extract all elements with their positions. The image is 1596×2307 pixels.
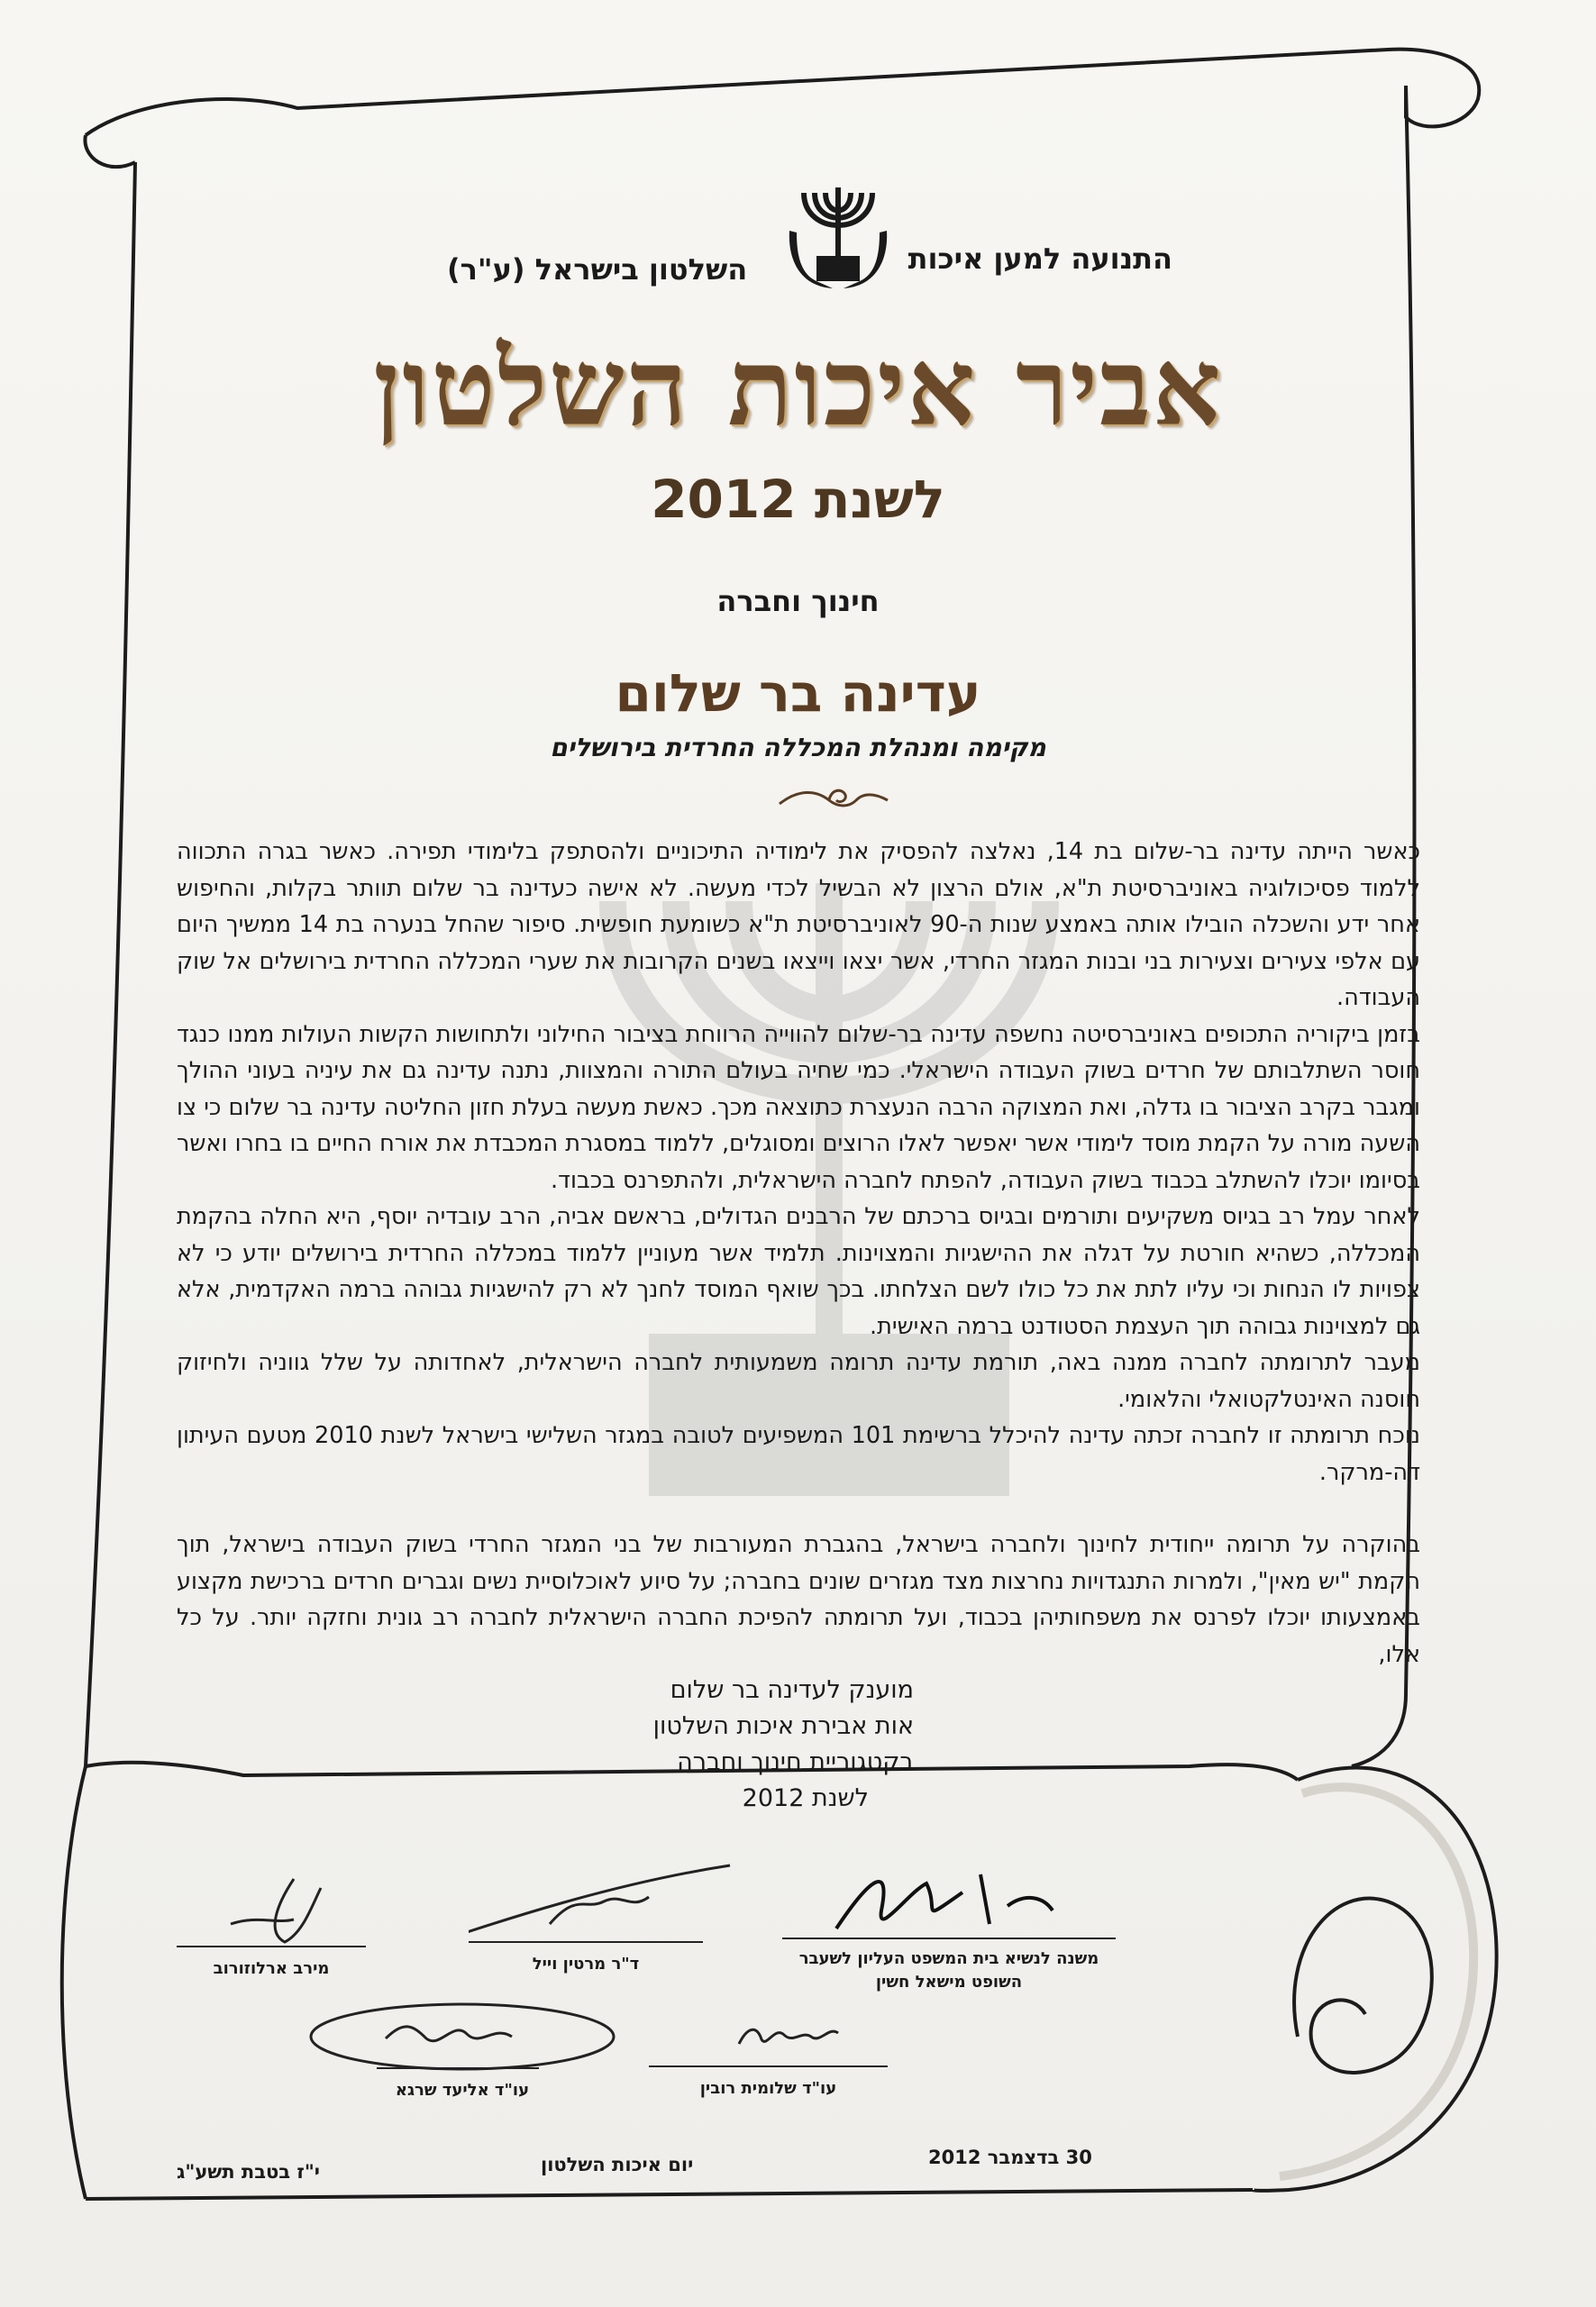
award-line: לשנת 2012	[742, 1784, 869, 1812]
handwritten-signature-4	[649, 1999, 888, 2071]
recipient-role: מקימה ומנהלת המכללה החרדית בירושלים	[550, 733, 1046, 762]
signature-block-1: משנה לנשיא בית המשפט העליון לשעבר השופט מישאל חשין	[782, 1856, 1116, 1992]
award-category: חינוך וחברה	[716, 584, 880, 618]
handwritten-signature-5	[305, 1993, 620, 2074]
footer-gregorian-date: 30 בדצמבר 2012	[928, 2147, 1092, 2168]
signature-block-2: ד"ר מרטין וייל	[469, 1856, 703, 1974]
signature-block-3: מירב ארלוזורוב	[177, 1870, 366, 1978]
citation-paragraph: לאחר עמל רב בגיוס משקיעים ותורמים ובגיוס ברכתם של הרבנים הגדולים, בראשם אביה, הרב עובדיה יוסף, היא החלה בהקמת המכללה, כשהיא חורטת על דגלה את ההישגיות והמצוינות. תלמיד אשר מעוניין ללמוד במכללה החרדית בירושלים יודע כי לא צפויות לו הנחות וכי עליו לתת את כל כולו לשם הצלחתו. בכך שואף המוסד לחנך לא רק להישגיות גבוהה ברמה האקדמית, אלא גם למצוינות גבוהה תוך העצמת הסטודנט ברמה האישית.	[177, 1203, 1420, 1340]
signature-block-5: עו"ד אליעד שרגא	[305, 1993, 620, 2100]
handwritten-signature-1	[782, 1856, 1116, 1956]
recipient-name: עדינה בר שלום	[615, 662, 981, 724]
footer-hebrew-date: י"ז בטבת תשע"ג	[177, 2161, 320, 2183]
handwritten-signature-3	[177, 1870, 366, 1951]
award-line: מוענק לעדינה בר שלום	[670, 1676, 914, 1704]
certificate-title: אביר איכות השלטון	[373, 324, 1223, 450]
citation-paragraph: בזמן ביקוריה התכופים באוניברסיטה נחשפה עדינה בר-שלום להווייה הרווחת בציבור החילוני ולתחושות הקשות העולות ממנו כנגד חוסר השתלבותם של חרדים בשוק העבודה הישראלי. כמי שחיה בעולם התורה והמצוות, נתנה עדינה גם את עיניה בעוני ההולך ומגבר בקרב הציבור בו גדלה, ואת המצוקה הרבה הנעצרת כתוצאה מכך. כאשת מעשה בעלת חזון החליטה עדינה בר שלום כי צו השעה מורה על הקמת מוסד לימודי אשר יאפשר לאלו הרוצים ומסוגלים, ללמוד במסגרת המכבדת את אורח החיים בו בחרו ואשר בסיומו יוכלו להשתלב בכבוד בשוק העבודה, להפתח לחברה הישראלית, ולהתפרנס בכבוד.	[177, 1020, 1420, 1194]
signature-block-4: עו"ד שלומית רובין	[649, 1999, 888, 2098]
footer-event-name: יום איכות השלטון	[541, 2154, 694, 2175]
award-line: בקטגוריית חינוך וחברה	[677, 1748, 914, 1776]
award-line: אות אבירת איכות השלטון	[652, 1712, 914, 1740]
organization-name-right: התנועה למען איכות	[907, 242, 1172, 276]
year-title: לשנת 2012	[651, 469, 945, 530]
award-statement	[0, 1674, 1596, 1837]
ornament-divider-icon	[775, 780, 892, 816]
citation-body	[177, 834, 1420, 1673]
citation-paragraph: בהוקרה על תרומה ייחודית לחינוך ולחברה בישראל, בהגברת המעורבות של בני המגזר החרדי בשוק העבודה בישראל, תוך הקמת "יש מאין", ולמרות התנגדויות נחרצות מצד מגזרים שונים בחברה; על סיוע לאוכלוסיית נשים וגברים חרדים ברכישת מקצוע באמצעותו יוכלו לפרנס את משפחותיהן בכבוד, ועל תרומתה להפיכת החברה הישראלית לחברה רב גונית וחזקה יותר. על כל אלו,	[177, 1531, 1420, 1668]
citation-paragraph: נוכח תרומתה זו לחברה זכתה עדינה להיכלל ברשימת 101 המשפיעים לטובה במגזר השלישי בישראל לשנת 2010 מטעם העיתון דה-מרקר.	[177, 1422, 1420, 1486]
menorah-emblem-icon	[784, 177, 892, 294]
citation-paragraph: כאשר הייתה עדינה בר-שלום בת 14, נאלצה להפסיק את לימודיה התיכוניים ולהסתפק בלימודי תפירה. כאשר בגרה התכווה ללמוד פסיכולוגיה באוניברסיטת ת"א, אולם הרצון לא הבשיל לכדי מעשה. לא אישה כעדינה בר שלום תוותר בקלות, והחיפוש אחר ידע והשכלה הובילו אותה באמצע שנות ה-90 לאוניברסיטת ת"א כשומעת חופשית. סיפור שהחל בנערה בת 14 ממשיך היום עם אלפי צעירים וצעירות בני ובנות המגזר החרדי, אשר יצאו וייצאו בשנים הקרובות את שערי המכללה החרדית בירושלים אל שוק העבודה.	[177, 838, 1421, 1011]
organization-name-left: השלטון בישראל (ע"ר)	[447, 252, 748, 287]
citation-paragraph: מעבר לתרומתה לחברה ממנה באה, תורמת עדינה תרומה משמעותית לחברה הישראלית, לאחדותה על שלל גווניה ולחיזוק חוסנה האינטלקטואלי והלאומי.	[177, 1349, 1420, 1413]
